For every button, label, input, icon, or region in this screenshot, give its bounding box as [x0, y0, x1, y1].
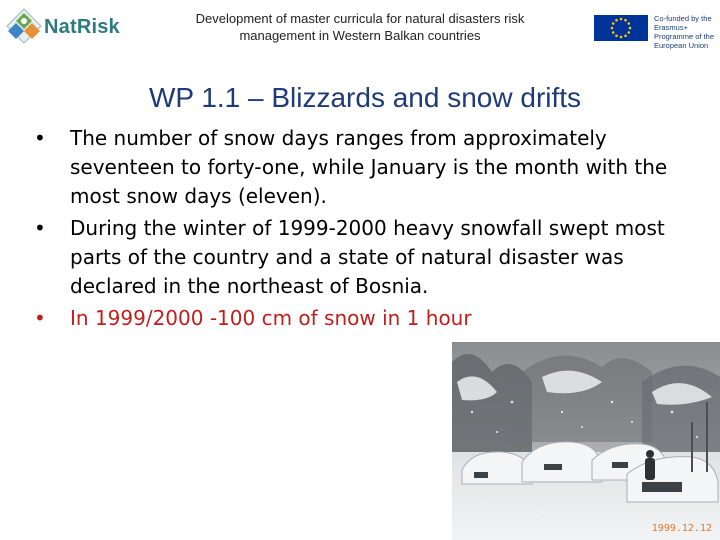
natrisk-logo-icon: [6, 8, 42, 44]
bullet-text: In 1999/2000 -100 cm of snow in 1 hour: [70, 306, 472, 330]
bullet-icon: •: [34, 306, 46, 330]
slide-header: [0, 0, 720, 60]
project-title-line-1: Development of master curricula for natural disasters risk: [195, 11, 525, 26]
snowstorm-photo: [452, 342, 720, 540]
eu-cofunded-logo: [594, 12, 716, 50]
eu-cofunded-text: Co-funded by the Erasmus+ Programme of the European Union: [654, 14, 715, 50]
snow-scene-image: [452, 342, 720, 540]
bullet-icon: •: [34, 126, 46, 150]
bullet-item-highlight: [30, 304, 680, 333]
natrisk-logo: [6, 6, 120, 46]
bullet-icon: •: [34, 216, 46, 240]
bullet-text: The number of snow days ranges from approximately seventeen to forty-one, while January is the month with the most snow days (eleven).: [70, 126, 668, 208]
slide-title: WP 1.1 – Blizzards and snow drifts: [148, 82, 582, 113]
bullet-text: During the winter of 1999-2000 heavy snowfall swept most parts of the country and a state of natural disaster was declared in the northeast of Bosnia.: [70, 216, 665, 298]
logo-name: NatRisk: [44, 16, 120, 38]
eu-flag-icon: [594, 15, 648, 41]
project-title-line-2: management in Western Balkan countries: [239, 28, 481, 43]
bullet-list: [30, 124, 680, 336]
bullet-item: [30, 214, 680, 301]
photo-date-stamp: 1999.12.12: [651, 523, 712, 534]
project-title: [180, 10, 540, 44]
bullet-item: [30, 124, 680, 211]
